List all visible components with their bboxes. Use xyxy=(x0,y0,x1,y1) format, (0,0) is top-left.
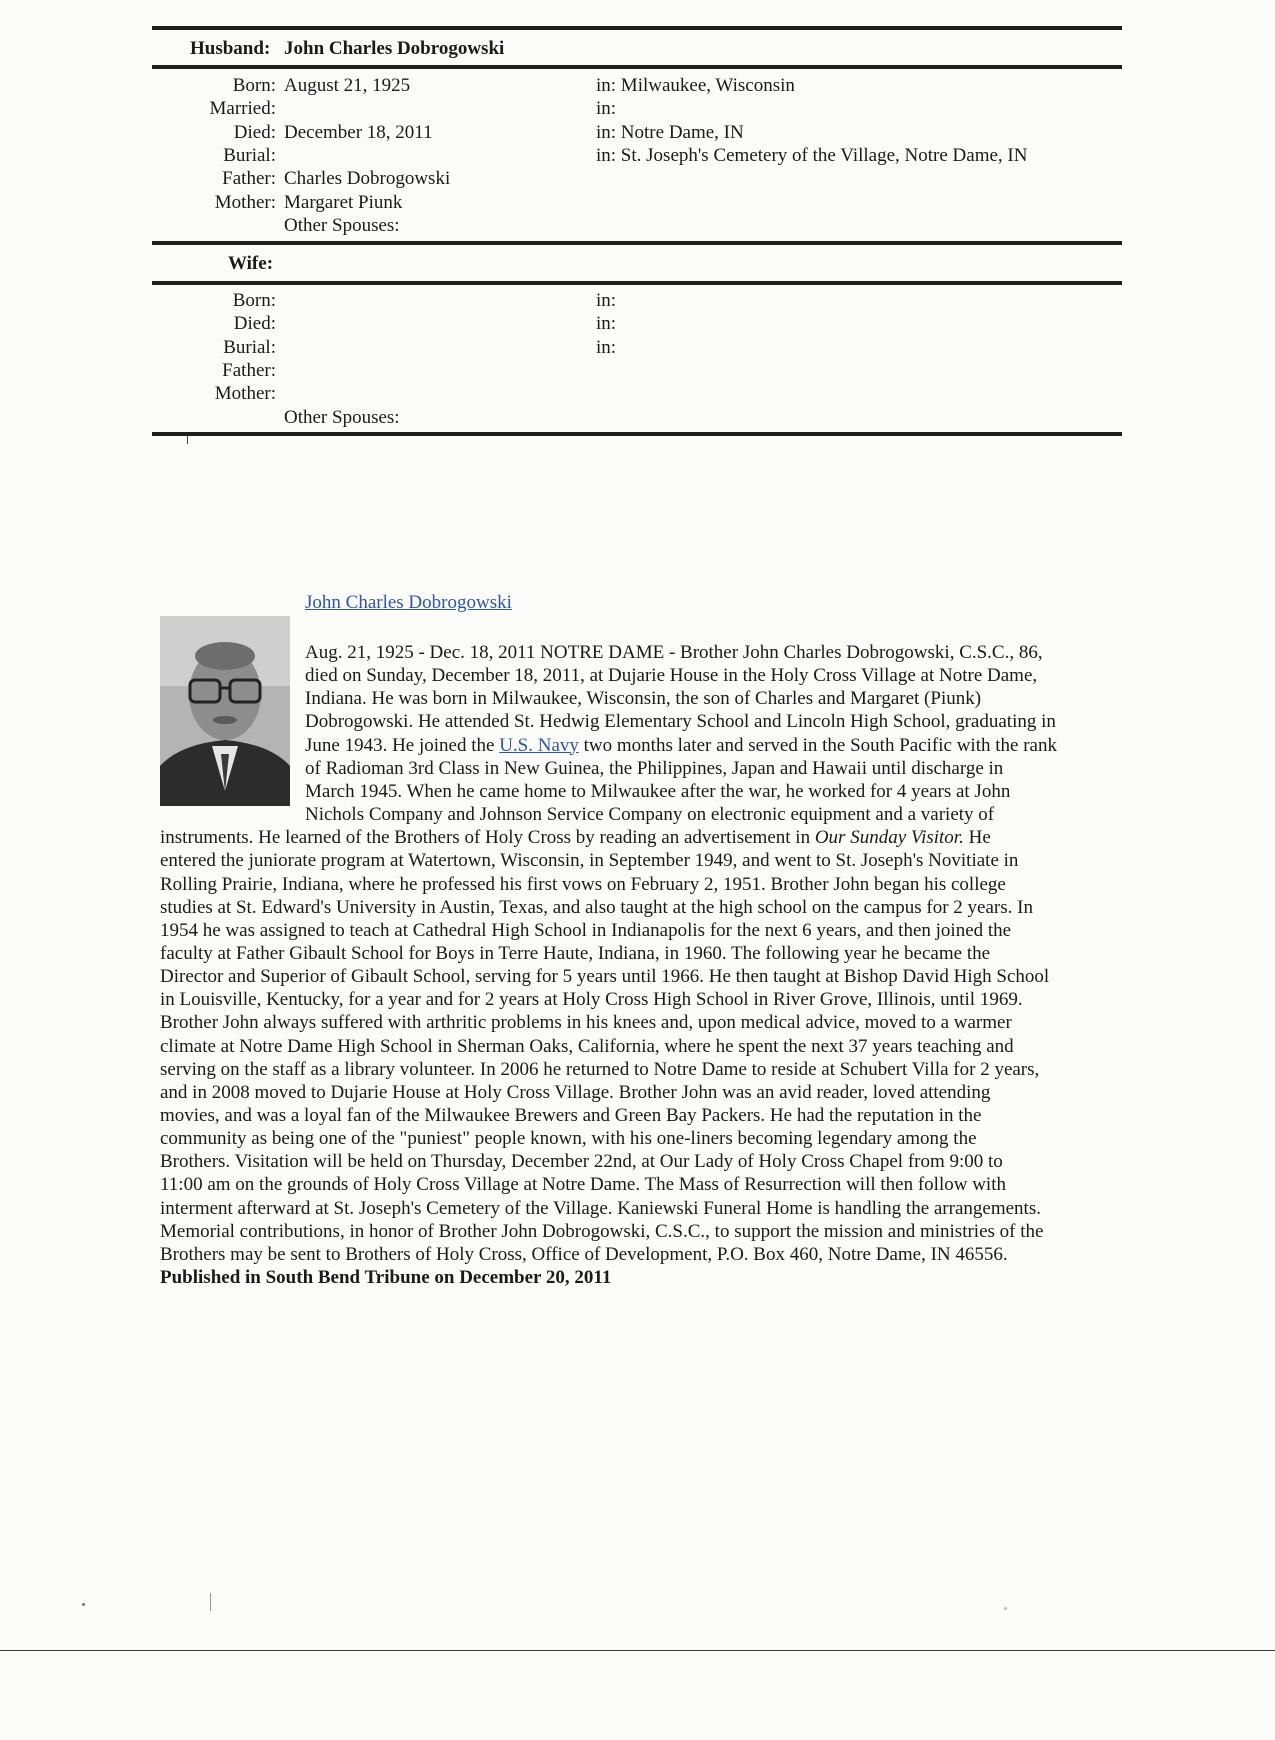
obituary-line: interment afterward at St. Joseph's Cemetery of the Village. Kaniewski Funeral Home is handling the arrangements. xyxy=(160,1197,1041,1219)
obituary-line: entered the juniorate program at Watertown, Wisconsin, in September 1949, and went to St. Joseph's Novitiate in xyxy=(160,850,1019,872)
obituary-line: 11:00 am on the grounds of Holy Cross Village at Notre Dame. The Mass of Resurrection will then follow with xyxy=(160,1174,1006,1196)
husband-rule xyxy=(152,65,1122,69)
obituary-line: Director and Superior of Gibault School, serving for 5 years until 1966. He then taught at Bishop David High School xyxy=(160,966,1050,988)
husband-field-place: in: St. Joseph's Cemetery of the Village, Notre Dame, IN xyxy=(596,144,1028,166)
husband-label: Husband: xyxy=(190,38,271,59)
obituary-line: Nichols Company and Johnson Service Company on electronic equipment and a variety of xyxy=(305,804,995,826)
wife-top-rule xyxy=(152,241,1122,245)
bottom-section-rule xyxy=(152,432,1122,436)
obituary-line: Brothers. Visitation will be held on Thursday, December 22nd, at Our Lady of Holy Cross Chapel from 9:00 to xyxy=(160,1151,1003,1173)
wife-field-label: Died: xyxy=(233,313,276,335)
top-rule xyxy=(152,26,1122,30)
husband-field-label: Mother: xyxy=(214,191,276,213)
wife-field-place: in: xyxy=(596,313,617,335)
published-line: Published in South Bend Tribune on December 20, 2011 xyxy=(160,1267,612,1289)
scan-speck xyxy=(1004,1607,1007,1610)
obituary-line: in Louisville, Kentucky, for a year and for 2 years at Holy Cross High School in River Grove, Illinois, until 1969. xyxy=(160,989,1023,1011)
husband-field-value: August 21, 1925 xyxy=(284,75,411,96)
wife-header xyxy=(0,253,1275,277)
husband-field-label: Born: xyxy=(232,75,276,96)
obituary-line: Memorial contributions, in honor of Brother John Dobrogowski, C.S.C., to support the mission and ministries of the xyxy=(160,1220,1044,1242)
obituary-line: and in 2008 moved to Dujarie House at Holy Cross Village. Brother John was an avid reader, loved attending xyxy=(160,1081,991,1103)
husband-field-label: Married: xyxy=(209,98,276,120)
husband-name: John Charles Dobrogowski xyxy=(284,38,505,59)
obituary-line: Brothers may be sent to Brothers of Holy Cross, Office of Development, P.O. Box 460, Notre Dame, IN 46556. xyxy=(160,1243,1008,1265)
rule-tick xyxy=(187,436,188,444)
wife-label: Wife: xyxy=(228,253,274,274)
husband-field-label: Father: xyxy=(222,168,276,190)
wife-field-label: Born: xyxy=(232,290,276,311)
wife-other-spouses: Other Spouses: xyxy=(284,407,400,428)
obituary-line: movies, and was a loyal fan of the Milwaukee Brewers and Green Bay Packers. He had the reputation in the xyxy=(160,1105,982,1126)
wife-field-place: in: xyxy=(596,290,617,311)
wife-field-label: Father: xyxy=(222,359,276,381)
obituary-title-link[interactable]: John Charles Dobrogowski xyxy=(305,592,512,613)
wife-field-label: Burial: xyxy=(223,336,276,358)
obituary-line: Indiana. He was born in Milwaukee, Wisconsin, the son of Charles and Margaret (Piunk) xyxy=(305,688,982,710)
publication-title: Our Sunday Visitor. xyxy=(814,827,964,849)
us-navy-link[interactable]: U.S. Navy xyxy=(499,734,579,756)
husband-header xyxy=(0,38,1275,62)
obituary-line: June 1943. He joined the U.S. Navy two months later and served in the South Pacific with the rank xyxy=(305,734,1057,756)
obituary-line: faculty at Father Gibault School for Boys in Terre Haute, Indiana, in 1960. The following year he became the xyxy=(160,942,991,964)
obituary-line: studies at St. Edward's University in Austin, Texas, and also taught at the high school on the campus for 2 years. In xyxy=(160,896,1033,918)
obituary-line: March 1945. When he came home to Milwaukee after the war, he worked for 4 years at John xyxy=(305,780,1011,802)
husband-field-place: in: Milwaukee, Wisconsin xyxy=(596,75,795,96)
husband-field-place: in: Notre Dame, IN xyxy=(596,121,744,143)
husband-field-place: in: xyxy=(596,98,617,120)
scan-speck xyxy=(82,1603,85,1606)
wife-field-label: Mother: xyxy=(214,383,276,405)
scan-mark xyxy=(210,1593,211,1611)
husband-field-label: Died: xyxy=(233,121,276,143)
obituary-line: 1954 he was assigned to teach at Cathedral High School in Indianapolis for the next 6 years, and then joined the xyxy=(160,919,1012,941)
husband-other-spouses: Other Spouses: xyxy=(284,215,400,236)
obituary-line: community as being one of the "puniest" people known, with his one-liners becoming legendary among the xyxy=(160,1128,977,1150)
husband-field-value: Margaret Piunk xyxy=(284,191,403,213)
obituary-line: climate at Notre Dame High School in Sherman Oaks, California, where he spent the next 37 years teaching and xyxy=(160,1035,1014,1057)
obituary-line: Rolling Prairie, Indiana, where he professed his first vows on February 2, 1951. Brother John began his college xyxy=(160,873,1006,895)
obituary-line: Aug. 21, 1925 - Dec. 18, 2011 NOTRE DAME - Brother John Charles Dobrogowski, C.S.C., 86, xyxy=(305,642,1043,663)
wife-rule xyxy=(152,281,1122,285)
portrait-photo xyxy=(160,616,290,806)
husband-field-value: Charles Dobrogowski xyxy=(284,168,451,190)
obituary-line: Dobrogowski. He attended St. Hedwig Elementary School and Lincoln High School, graduating in xyxy=(305,711,1056,733)
page-edge-line xyxy=(0,1650,1275,1651)
husband-field-label: Burial: xyxy=(223,144,276,166)
obituary-line: died on Sunday, December 18, 2011, at Dujarie House in the Holy Cross Village at Notre Dame, xyxy=(305,665,1038,687)
wife-field-place: in: xyxy=(596,336,617,358)
portrait-image xyxy=(160,616,290,806)
obituary-line: Brother John always suffered with arthritic problems in his knees and, upon medical advice, moved to a warmer xyxy=(160,1012,1012,1034)
obituary-line: instruments. He learned of the Brothers of Holy Cross by reading an advertisement in Our Sunday Visitor. He xyxy=(160,827,991,849)
obituary-line: serving on the staff as a library volunteer. In 2006 he returned to Notre Dame to reside at Schubert Villa for 2 years, xyxy=(160,1058,1040,1080)
obituary-line: of Radioman 3rd Class in New Guinea, the Philippines, Japan and Hawaii until discharge in xyxy=(305,757,1004,779)
husband-field-value: December 18, 2011 xyxy=(284,121,433,143)
